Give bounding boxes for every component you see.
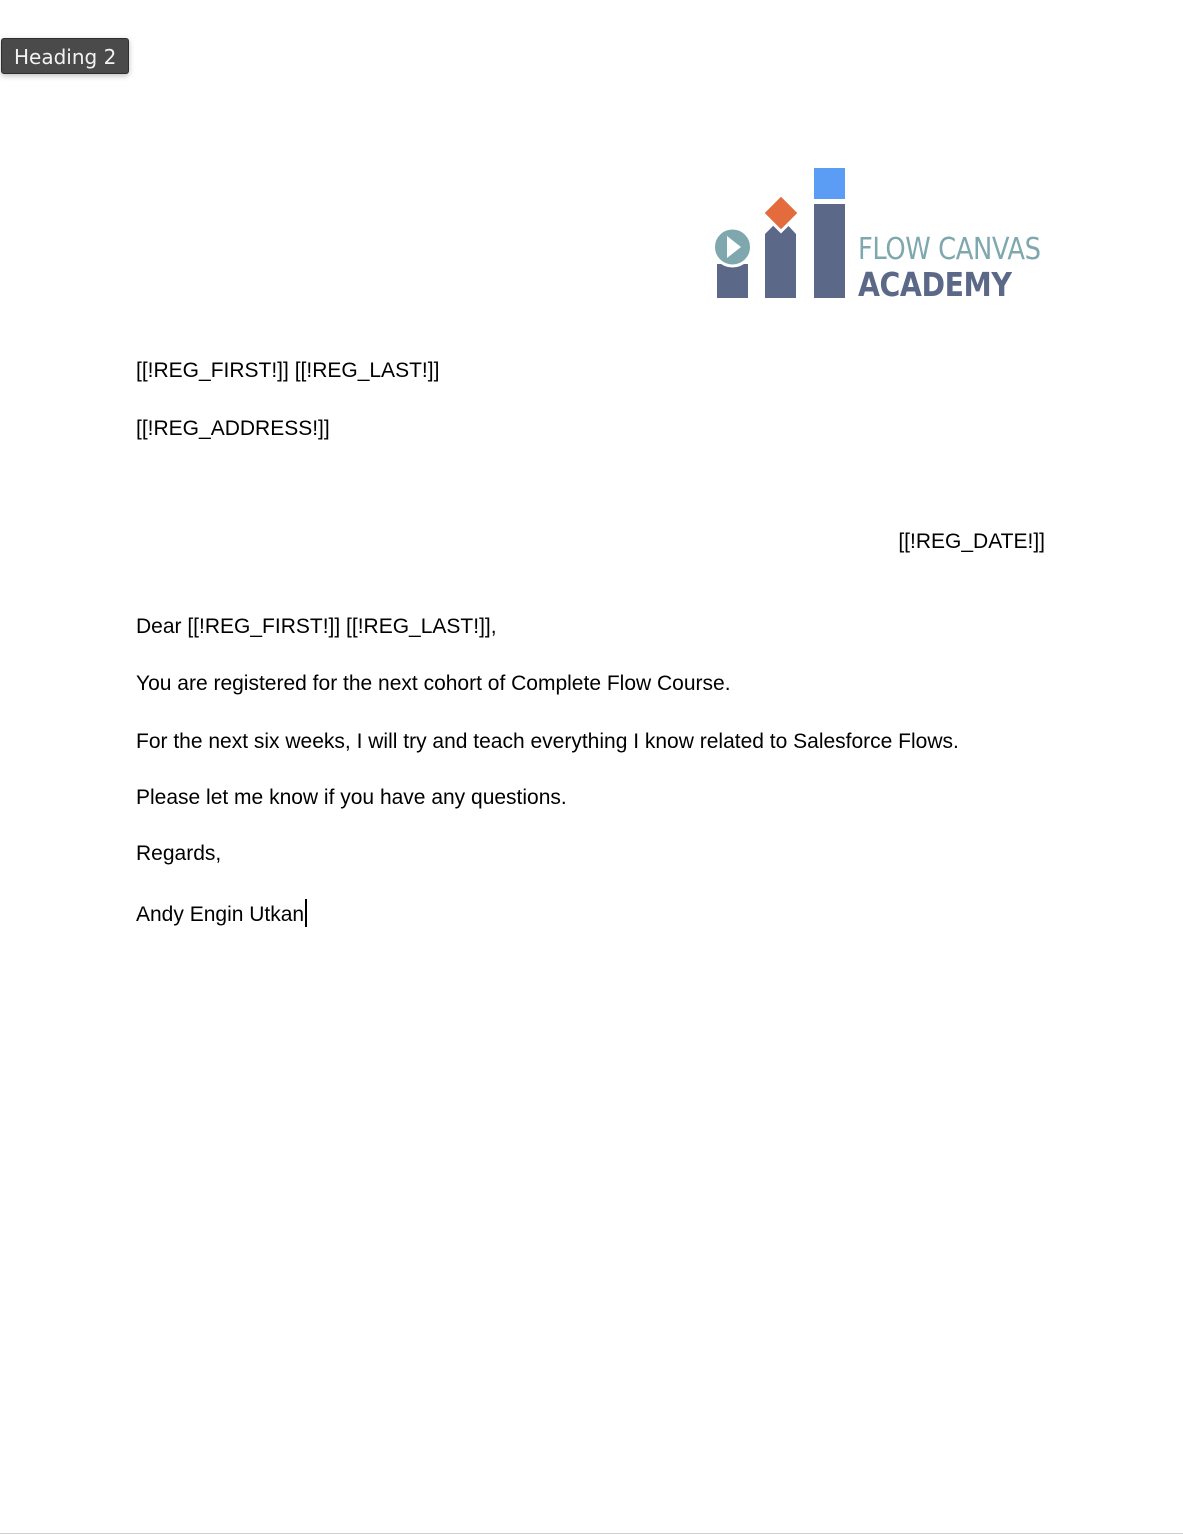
logo-mark-icon: [708, 162, 858, 304]
body-paragraph-3: Please let me know if you have any questions.: [136, 786, 567, 809]
logo-bar-left: [717, 264, 748, 298]
letter-date: [[!REG_DATE!]]: [898, 530, 1045, 553]
logo-diamond: [763, 195, 800, 232]
paragraph-style-tooltip: Heading 2: [1, 38, 129, 74]
body-paragraph-2: For the next six weeks, I will try and teach everything I know related to Salesforce Flows.: [136, 730, 959, 753]
page-bottom-divider: [0, 1533, 1183, 1534]
logo-bar-right: [814, 204, 845, 298]
logo-square: [814, 168, 845, 199]
closing: Regards,: [136, 842, 222, 865]
body-paragraph-1: You are registered for the next cohort of Complete Flow Course.: [136, 672, 731, 695]
recipient-name: [[!REG_FIRST!]] [[!REG_LAST!]]: [136, 359, 440, 382]
logo-text-line1: FLOW CANVAS: [858, 232, 1041, 267]
flow-canvas-academy-logo: [708, 162, 1041, 304]
salutation: Dear [[!REG_FIRST!]] [[!REG_LAST!]],: [136, 615, 497, 638]
recipient-address: [[!REG_ADDRESS!]]: [136, 417, 330, 440]
signature-line: [136, 899, 307, 928]
text-cursor: [305, 899, 307, 927]
logo-text-line2: ACADEMY: [858, 265, 1012, 304]
signature: Andy Engin Utkan: [136, 903, 305, 926]
